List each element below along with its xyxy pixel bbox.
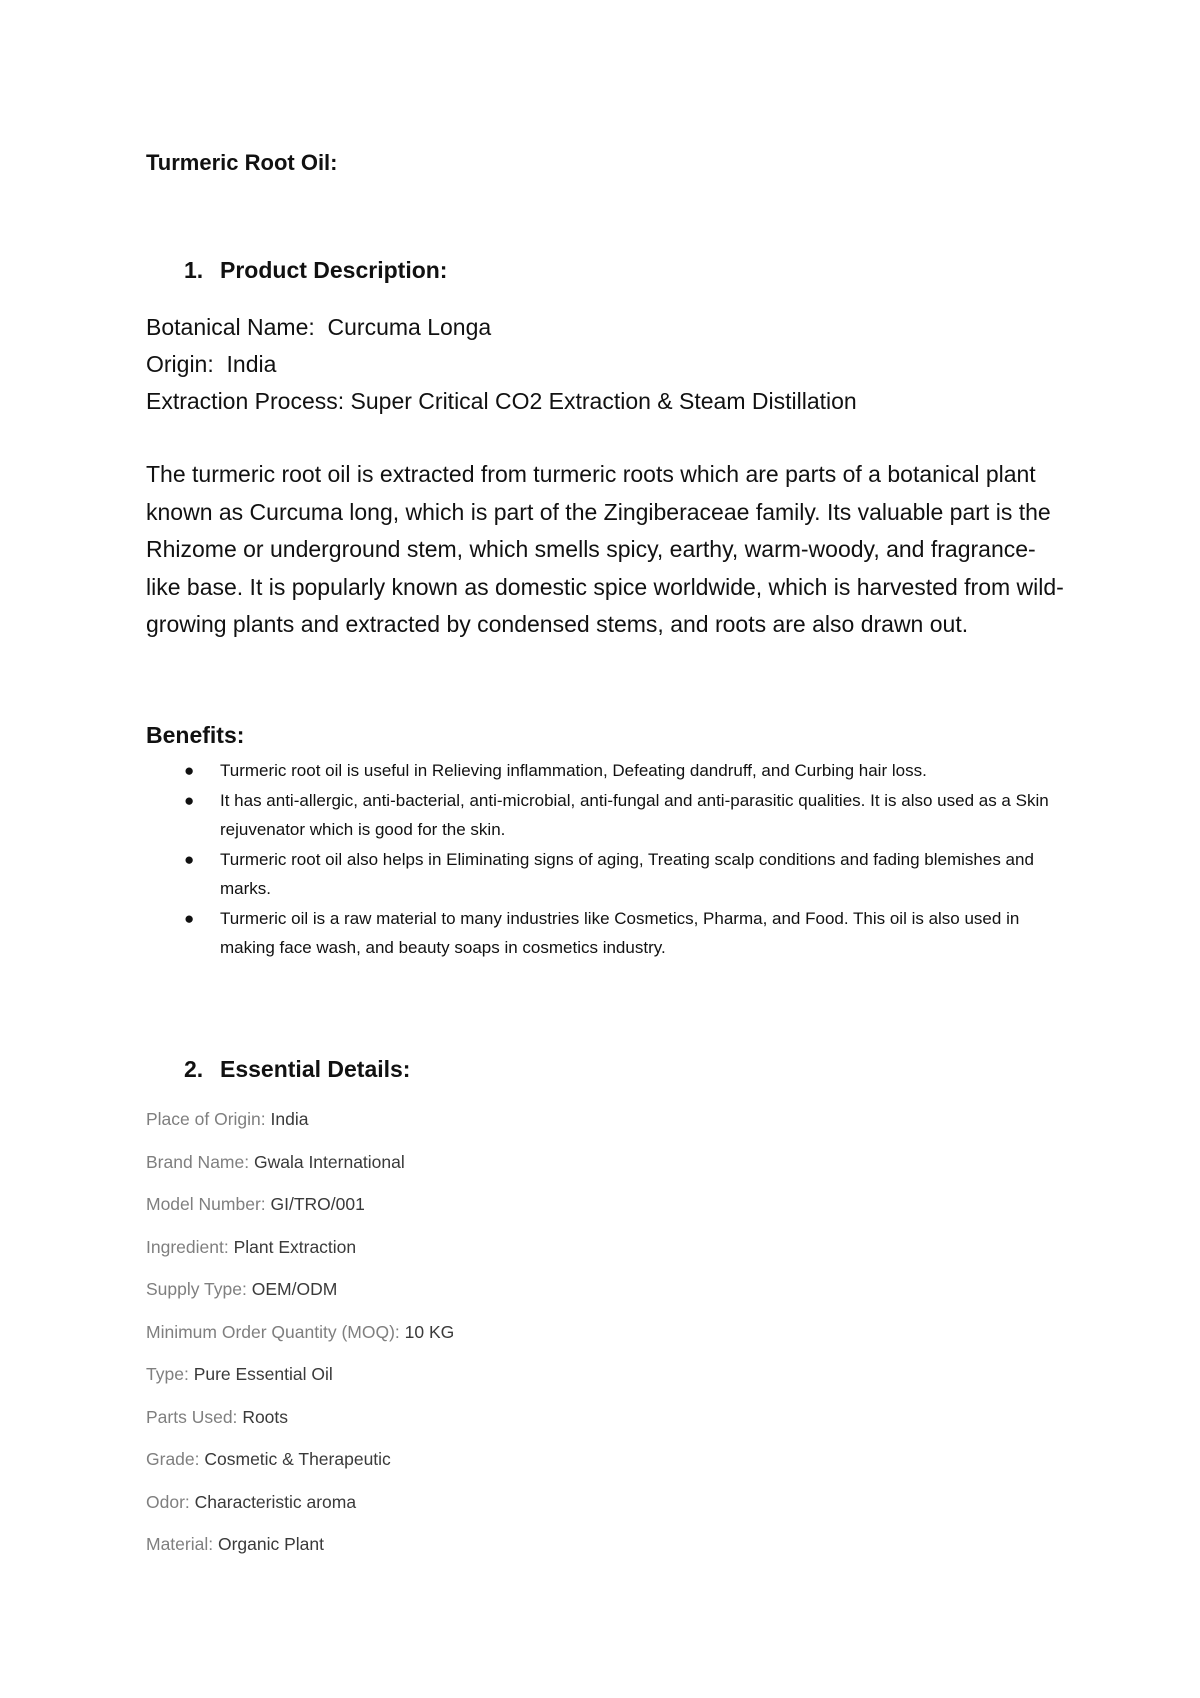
- origin-line: [146, 346, 857, 383]
- detail-value: Roots: [242, 1406, 289, 1427]
- detail-row-parts-used: [146, 1396, 946, 1439]
- list-item: [146, 845, 1061, 904]
- detail-label: Grade:: [146, 1449, 200, 1469]
- detail-label: Type:: [146, 1364, 189, 1384]
- meta-value: India: [226, 351, 277, 377]
- extraction-process-line: [146, 383, 857, 420]
- document-title: Turmeric Root Oil:: [146, 150, 338, 175]
- benefit-text: Turmeric oil is a raw material to many industries like Cosmetics, Pharma, and Food. This oil is also used in making face wash, and beauty soaps in cosmetics industry.: [220, 908, 1020, 957]
- detail-value: Plant Extraction: [233, 1236, 357, 1257]
- detail-row-grade: [146, 1438, 946, 1481]
- detail-value: Characteristic aroma: [194, 1491, 357, 1512]
- detail-label: Parts Used:: [146, 1406, 238, 1427]
- section-heading-product-description: [184, 257, 447, 284]
- detail-label: Supply Type:: [146, 1279, 247, 1299]
- detail-value: OEM/ODM: [251, 1279, 338, 1299]
- detail-value: Gwala International: [253, 1151, 405, 1172]
- meta-value: Curcuma Longa: [327, 314, 492, 340]
- detail-label: Material:: [146, 1534, 214, 1554]
- meta-label: Botanical Name:: [146, 314, 315, 340]
- bullet-icon: ●: [184, 849, 195, 869]
- detail-label: Minimum Order Quantity (MOQ):: [146, 1321, 400, 1342]
- section-number: 2.: [184, 1056, 204, 1082]
- botanical-name-line: [146, 309, 857, 346]
- benefits-list: [146, 756, 1061, 963]
- section-title: Essential Details:: [220, 1056, 411, 1082]
- detail-value: Pure Essential Oil: [193, 1364, 333, 1384]
- detail-row-material: [146, 1523, 946, 1566]
- benefit-text: Turmeric root oil is useful in Relieving inflammation, Defeating dandruff, and Curbing hair loss.: [220, 761, 927, 780]
- bullet-icon: ●: [184, 908, 195, 928]
- product-meta: [146, 309, 857, 420]
- detail-row-place-of-origin: [146, 1098, 946, 1141]
- detail-row-type: [146, 1353, 946, 1396]
- detail-label: Odor:: [146, 1491, 190, 1512]
- detail-row-supply-type: [146, 1268, 946, 1311]
- section-number: 1.: [184, 257, 204, 283]
- detail-value: India: [270, 1109, 309, 1129]
- detail-label: Brand Name:: [146, 1151, 250, 1172]
- detail-value: 10 KG: [404, 1321, 455, 1342]
- detail-label: Ingredient:: [146, 1236, 229, 1257]
- detail-label: Model Number:: [146, 1194, 266, 1214]
- list-item: [146, 756, 1061, 786]
- list-item: [146, 904, 1061, 963]
- product-description-paragraph: The turmeric root oil is extracted from turmeric roots which are parts of a botanical plant known as Curcuma long, which is part of the Zingiberaceae family. Its valuable part is the Rhizome or underground stem, which smells spicy, earthy, warm-woody, and fragrance-like base. It is popularly known as domestic spice worldwide, which is harvested from wild-growing plants and extracted by condensed stems, and roots are also drawn out.: [146, 461, 1064, 637]
- detail-label: Place of Origin:: [146, 1109, 266, 1129]
- detail-value: Organic Plant: [217, 1534, 325, 1554]
- detail-value: Cosmetic & Therapeutic: [204, 1449, 391, 1469]
- essential-details-list: [146, 1098, 946, 1566]
- meta-label: Origin:: [146, 351, 214, 377]
- section-heading-essential-details: [184, 1056, 410, 1083]
- benefit-text: Turmeric root oil also helps in Eliminating signs of aging, Treating scalp conditions and fading blemishes and marks.: [220, 849, 1034, 898]
- detail-row-brand-name: [146, 1141, 946, 1184]
- list-item: [146, 786, 1061, 845]
- section-title: Product Description:: [220, 257, 448, 283]
- detail-row-ingredient: [146, 1226, 946, 1269]
- bullet-icon: ●: [184, 761, 195, 780]
- detail-row-model-number: [146, 1183, 946, 1226]
- benefit-text: It has anti-allergic, anti-bacterial, anti-microbial, anti-fungal and anti-parasitic qualities. It is also used as a Skin rejuvenator which is good for the skin.: [220, 790, 1049, 839]
- detail-row-odor: [146, 1481, 946, 1524]
- meta-label: Extraction Process:: [146, 388, 345, 414]
- detail-value: GI/TRO/001: [270, 1194, 365, 1214]
- bullet-icon: ●: [184, 790, 195, 810]
- benefits-heading: Benefits:: [146, 722, 245, 748]
- detail-row-moq: [146, 1311, 946, 1354]
- meta-value: Super Critical CO2 Extraction & Steam Distillation: [350, 388, 857, 414]
